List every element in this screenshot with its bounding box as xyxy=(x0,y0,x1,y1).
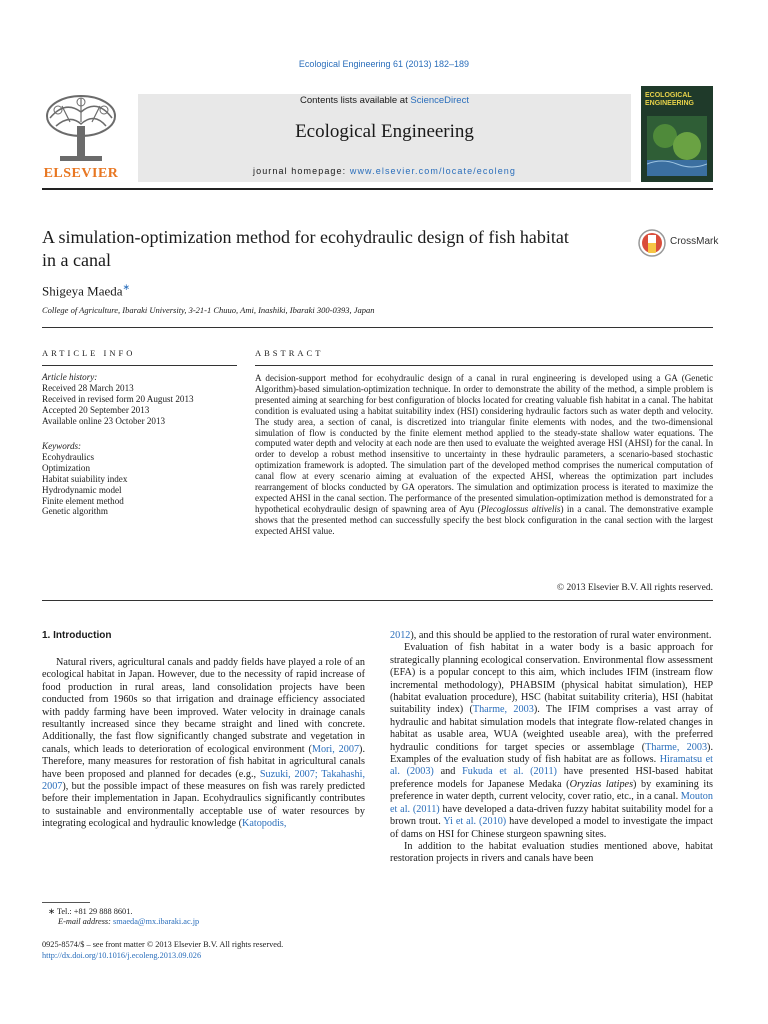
intro-paragraph: In addition to the habitat evaluation studies mentioned above, habitat restoration projects in rivers and canals have been xyxy=(390,840,713,865)
keywords-label: Keywords: xyxy=(42,441,82,451)
crossmark-label[interactable]: CrossMark xyxy=(670,236,719,247)
history-online: Available online 23 October 2013 xyxy=(42,415,166,426)
email-link[interactable]: smaeda@mx.ibaraki.ac.jp xyxy=(113,917,200,926)
reference-link[interactable]: Fukuda et al. (2011) xyxy=(462,766,557,778)
section-heading-introduction: 1. Introduction xyxy=(42,630,112,641)
reference-link[interactable]: Tharme, 2003 xyxy=(472,704,534,716)
footnote-tel: ∗ Tel.: +81 29 888 8601. xyxy=(48,907,133,916)
keyword: Finite element method xyxy=(42,495,124,506)
keyword: Optimization xyxy=(42,462,90,473)
intro-left-column xyxy=(42,657,365,831)
header-rule xyxy=(42,188,713,190)
journal-cover[interactable] xyxy=(641,86,713,182)
cover-title: ECOLOGICAL ENGINEERING xyxy=(645,92,695,107)
history-revised: Received in revised form 20 August 2013 xyxy=(42,393,194,404)
reference-link[interactable]: Hiramatsu et al. (2003) xyxy=(390,754,713,778)
reference-link[interactable]: Katopodis, xyxy=(242,818,287,830)
crossmark-badge[interactable] xyxy=(638,229,666,262)
abstract-rule xyxy=(255,365,713,366)
intro-paragraph: Natural rivers, agricultural canals and paddy fields have played a role of an ecological habitat in Japan. However, due to the necessity of rapid increase of food production in rural areas, land consolidation projects have been conducted from 1960s so that irrigation and drainage efficiency associated with paddy farming have been improved. Water velocity in drainage canals resultantly increased since they became straight and lined with concrete. Additionally, the fast flow significantly changed substrate and vegetation in canals, which leads to deterioration of ecological environment (Mori, 2007). Therefore, many measures for restoration of fish habitat in agricultural canals have been proposed and planned for decades (e.g., Suzuki, 2007; Takahashi, 2007), but the possible impact of these measures on fish was rarely predicted before their implementation in Japan. Ecohydraulics significantly contributes to sustainable and environmentally acceptable use of water resources by integrating ecological and hydraulic knowledge (Katopodis, xyxy=(42,657,365,830)
cover-image-icon xyxy=(647,116,707,176)
reference-link[interactable]: 2012 xyxy=(390,630,411,641)
history-received: Received 28 March 2013 xyxy=(42,382,134,393)
contents-line: Contents lists available at ScienceDirect xyxy=(300,95,469,106)
intro-right-column xyxy=(390,630,713,866)
footnote-email: E-mail address: smaeda@mx.ibaraki.ac.jp xyxy=(58,917,200,926)
title-rule xyxy=(42,327,713,328)
abstract-text: A decision-support method for ecohydraulic design of a canal in rural engineering is developed using a GA (Genetic Algorithm)-based simulation-optimization technique. In order to demonstrate the ability of the method, a simple problem is presented aiming at searching for best configuration of blocks located for creating valuable fish habitat in a canal. The habitat condition is evaluated using a habitat suitability index (HSI) considering hydraulic factors such as water depth and velocity. The study area, a section of canal, is discretized into triangular finite elements with nodes, and the two-dimensional simulation of flow is conducted by the finite element method applied to the steady-state shallow water equations. The computed water depth and velocity at each node are then used to evaluate the weighted average HSI (AHSI) for the canal. In order to develop a robust method insensitive to uncertainty in these hydraulic parameters, a scenario-based stochastic optimization framework is adopted. The simulation part of the developed method comprises the numerical computation of canal flow at every scenario aiming at evaluation of the expected AHSI, whereas the optimization part includes rearrangement of blocks conducted by GA operators. The simulation and optimization process is iterated to maximize the expected AHSI in the canal section. The performance of the presented simulation-optimization method is demonstrated for a hypothetical ecohydraulic design of spawning area of Ayu (Plecoglossus altivelis) in a canal. The demonstrative example shows that the presented method can successfully specify the best block configuration in the canal section with the largest expected AHSI value. xyxy=(255,373,713,536)
reference-link[interactable]: Yi et al. (2010) xyxy=(443,816,507,828)
keyword: Hydrodynamic model xyxy=(42,484,122,495)
keywords xyxy=(42,441,237,517)
homepage-link[interactable]: www.elsevier.com/locate/ecoleng xyxy=(349,166,517,176)
issn-line: 0925-8574/$ – see front matter © 2013 Elsevier B.V. All rights reserved. xyxy=(42,940,284,949)
species-name: Oryzias latipes xyxy=(569,778,634,790)
keyword: Genetic algorithm xyxy=(42,506,108,517)
journal-homepage: journal homepage: www.elsevier.com/locate/ecoleng xyxy=(252,166,517,176)
sciencedirect-link[interactable]: ScienceDirect xyxy=(410,95,469,106)
reference-link[interactable]: Tharme, 2003 xyxy=(645,741,708,753)
author-name: Shigeya Maeda∗ xyxy=(42,282,131,299)
author-affiliation: College of Agriculture, Ibaraki University, 3-21-1 Chuuo, Ami, Inashiki, Ibaraki 300-0393, Japan xyxy=(42,305,375,315)
journal-reference[interactable]: Ecological Engineering 61 (2013) 182–189 xyxy=(298,59,470,69)
copyright: © 2013 Elsevier B.V. All rights reserved. xyxy=(556,583,713,593)
article-title: A simulation-optimization method for ecohydraulic design of fish habitat in a canal xyxy=(42,227,569,270)
keyword: Ecohydraulics xyxy=(42,451,95,462)
keyword: Habitat suiability index xyxy=(42,473,128,484)
publisher-name: ELSEVIER xyxy=(43,166,119,181)
article-info-heading: ARTICLE INFO xyxy=(42,348,136,358)
crossmark-icon xyxy=(638,229,666,257)
doi-link[interactable]: http://dx.doi.org/10.1016/j.ecoleng.2013.09.026 xyxy=(42,951,202,960)
article-history xyxy=(42,372,237,427)
intro-paragraph: 2012), and this should be applied to the restoration of rural water environment. xyxy=(390,630,712,641)
elsevier-logo[interactable] xyxy=(40,92,122,164)
abstract-heading: ABSTRACT xyxy=(255,348,324,358)
footnote-rule xyxy=(42,902,90,903)
reference-link[interactable]: Mouton et al. (2011) xyxy=(390,791,713,815)
reference-link[interactable]: Mori, 2007 xyxy=(311,743,360,755)
species-name: Plecoglossus altivelis xyxy=(480,503,561,514)
reference-link[interactable]: Suzuki, 2007; Takahashi, 2007 xyxy=(42,768,365,793)
info-rule xyxy=(42,365,237,366)
elsevier-tree-icon xyxy=(40,92,122,164)
history-accepted: Accepted 20 September 2013 xyxy=(42,404,150,415)
journal-title: Ecological Engineering xyxy=(295,121,474,142)
intro-paragraph: Evaluation of fish habitat in a water body is a basic approach for strategically planning ecological conservation. Environmental flow assessment (EFA) is a popular concept to this aim, which includes IFIM (instream flow incremental methodology), PHABSIM (physical habitat simulation), HEP (habitat evaluation procedure), HSC (habitat suitability criteria), HSI (habitat suitability index) (Tharme, 2003). The IFIM comprises a vast array of hydraulic and habitat simulation models that integrate flow-related changes in habitat as usable area, WUA (weighted useable area), with the preferred hydraulic conditions for target species or assemblage (Tharme, 2003). Examples of the evaluation study of fish habitat are as follows. Hiramatsu et al. (2003) and Fukuda et al. (2011) have presented HSI-based habitat preference models for Japanese Medaka (Oryzias latipes) by examining its preference in water depth, current velocity, cover ratio, etc., in a canal. Mouton et al. (2011) have developed a data-driven fuzzy habitat suitability model for a brown trout. Yi et al. (2010) have developed a model to investigate the impact of dams on HSI for Chinese sturgeon spawning sites. xyxy=(390,642,713,840)
abstract-bottom-rule xyxy=(42,600,713,601)
history-label: Article history: xyxy=(42,372,98,382)
author-footnote-mark[interactable]: ∗ xyxy=(122,282,131,292)
